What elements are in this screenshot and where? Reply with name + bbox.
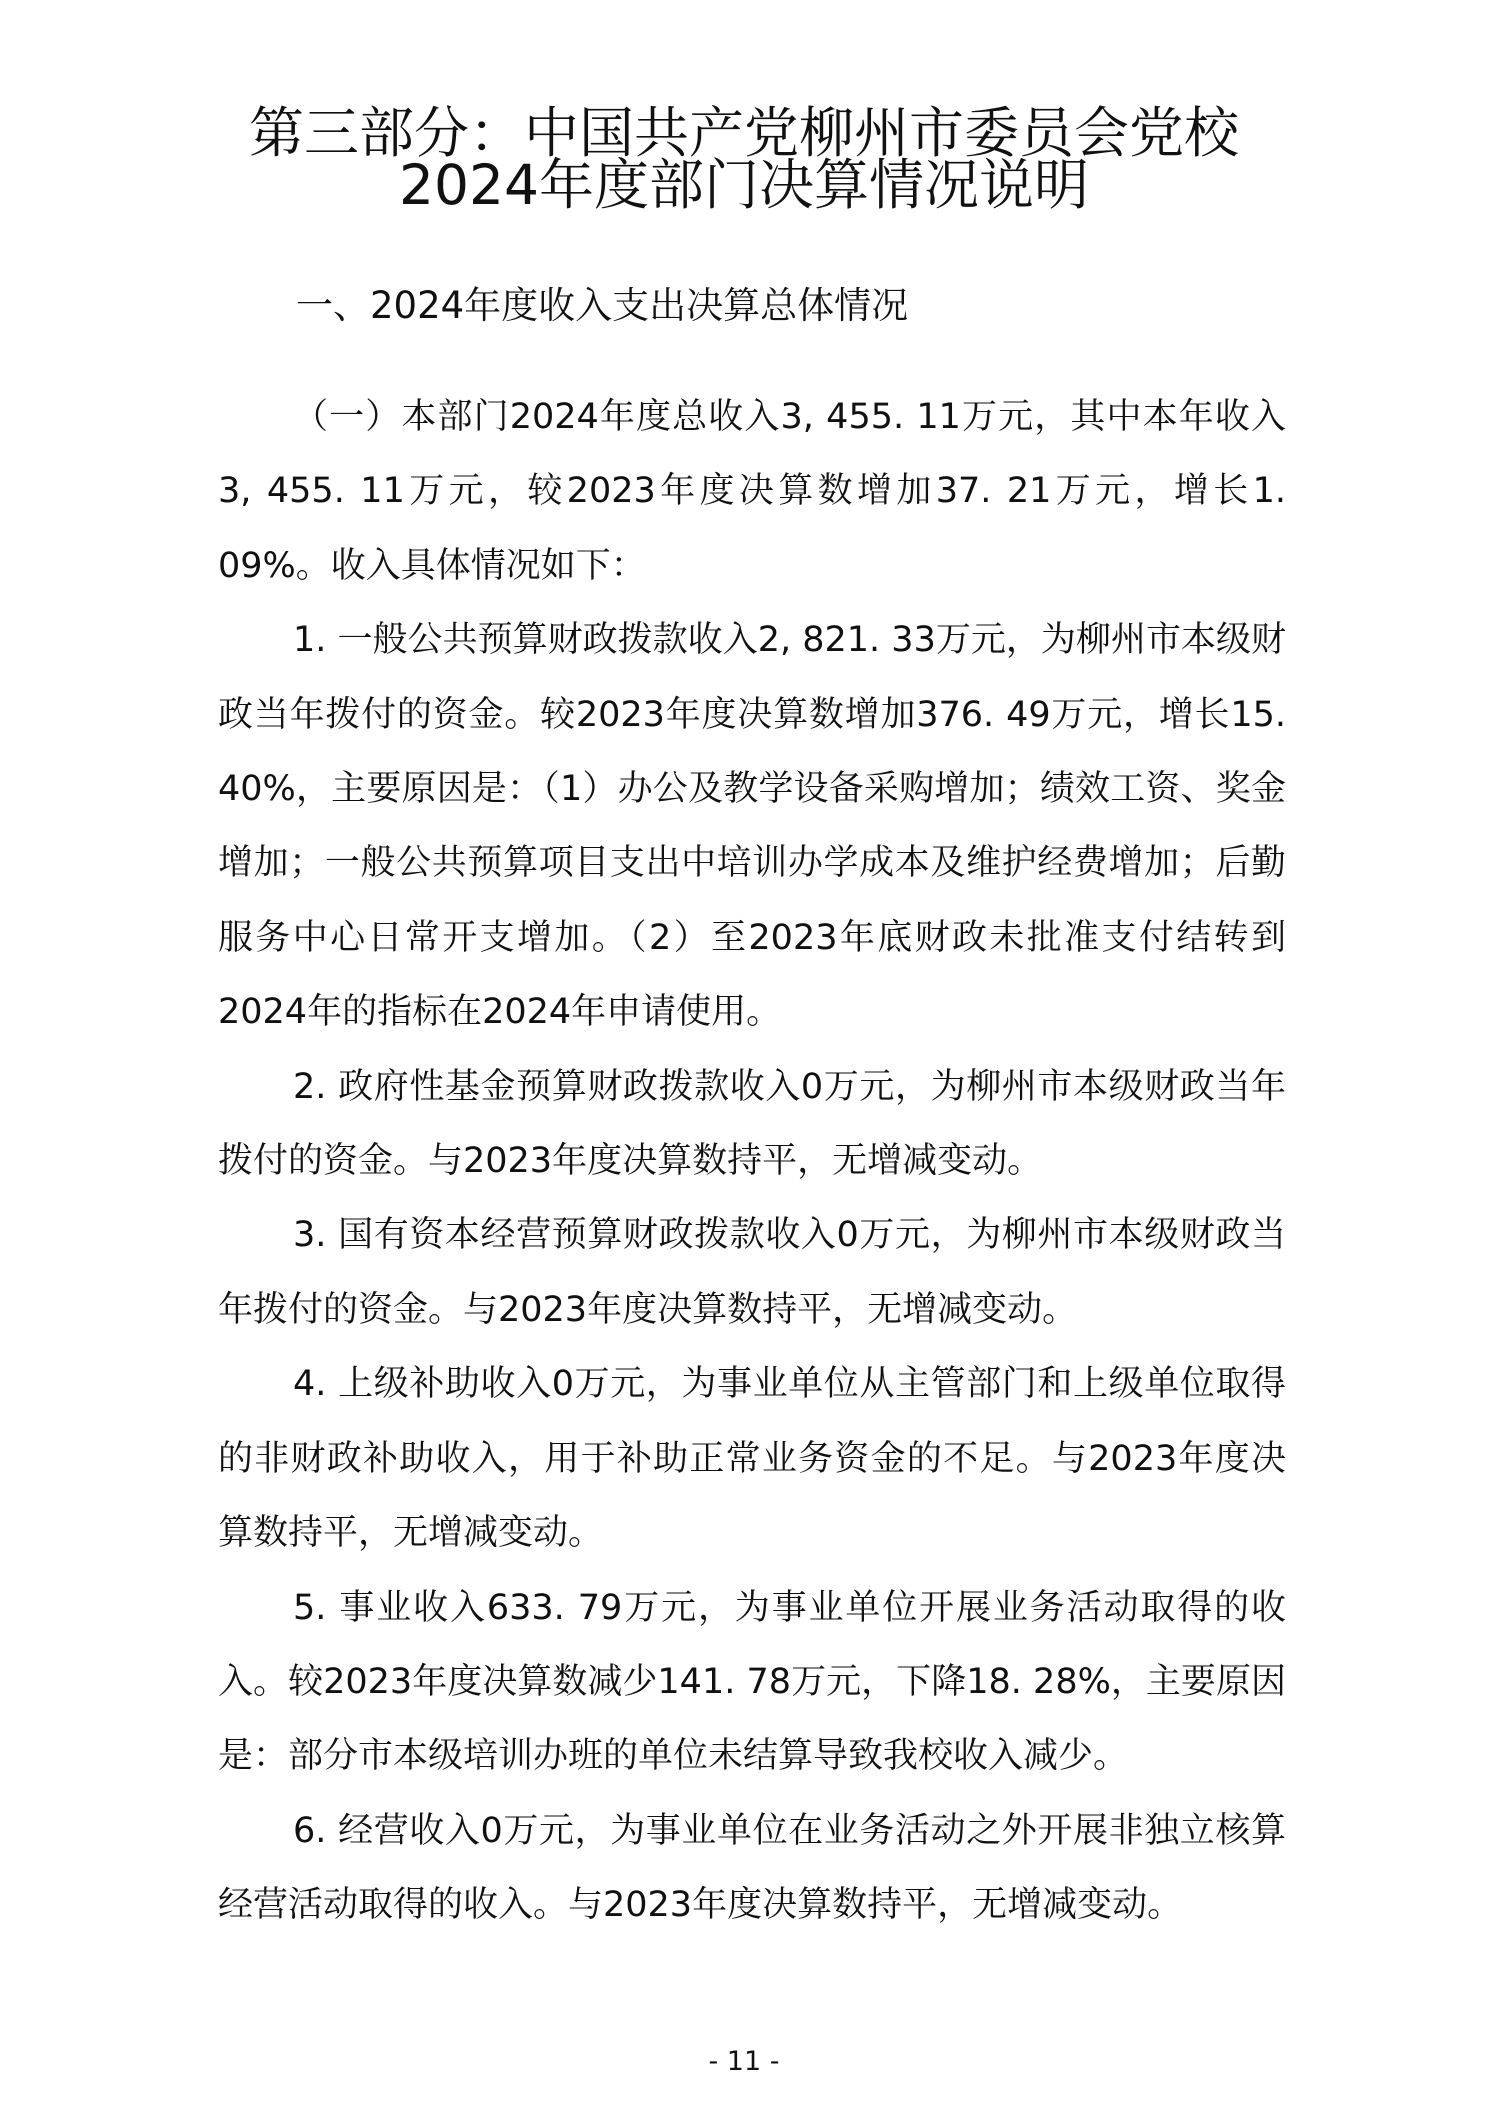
paragraph-general-budget: 1. 一般公共预算财政拨款收入2, 821. 33万元，为柳州市本级财政当年拨付的资金。较2023年度决算数增加376. 49万元，增长15. 40%，主要原因是：（1）办公及教学设备采购增加；绩效工资、奖金增加；一般公共预算项目支出中培训办学成本及维护经费增加；后勤服务中心日常开支增加。（2）至2023年底财政未批准支付结转到2024年的指标在2024年申请使用。 bbox=[218, 620, 1286, 1033]
page-title-line-1: 第三部分：中国共产党柳州市委员会党校 bbox=[248, 101, 1239, 165]
paragraph-total-income: （一）本部门2024年度总收入3, 455. 11万元，其中本年收入3, 455. 11万元，较2023年度决算数增加37. 21万元，增长1. 09%。收入具体情况如下： bbox=[218, 397, 1286, 586]
paragraph-business-income: 5. 事业收入633. 79万元，为事业单位开展业务活动取得的收入。较2023年度决算数减少141. 78万元，下降18. 28%，主要原因是：部分市本级培训办班的单位未结算导致我校收入减少。 bbox=[218, 1587, 1286, 1777]
paragraph-operating-income: 6. 经营收入0万元，为事业单位在业务活动之外开展非独立核算经营活动取得的收入。与2023年度决算数持平，无增减变动。 bbox=[218, 1810, 1286, 1926]
page-number: - 11 - bbox=[708, 2046, 780, 2077]
paragraph-superior-subsidy: 4. 上级补助收入0万元，为事业单位从主管部门和上级单位取得的非财政补助收入，用于补助正常业务资金的不足。与2023年度决算数持平，无增减变动。 bbox=[218, 1364, 1286, 1554]
section-heading: 一、2024年度收入支出决算总体情况 bbox=[296, 284, 909, 327]
paragraph-state-capital: 3. 国有资本经营预算财政拨款收入0万元，为柳州市本级财政当年拨付的资金。与2023年度决算数持平，无增减变动。 bbox=[218, 1215, 1286, 1330]
document-body bbox=[218, 380, 1286, 1943]
paragraph-government-fund: 2. 政府性基金预算财政拨款收入0万元，为柳州市本级财政当年拨付的资金。与2023年度决算数持平，无增减变动。 bbox=[218, 1066, 1286, 1182]
page-title-line-2: 2024年度部门决算情况说明 bbox=[399, 153, 1089, 217]
